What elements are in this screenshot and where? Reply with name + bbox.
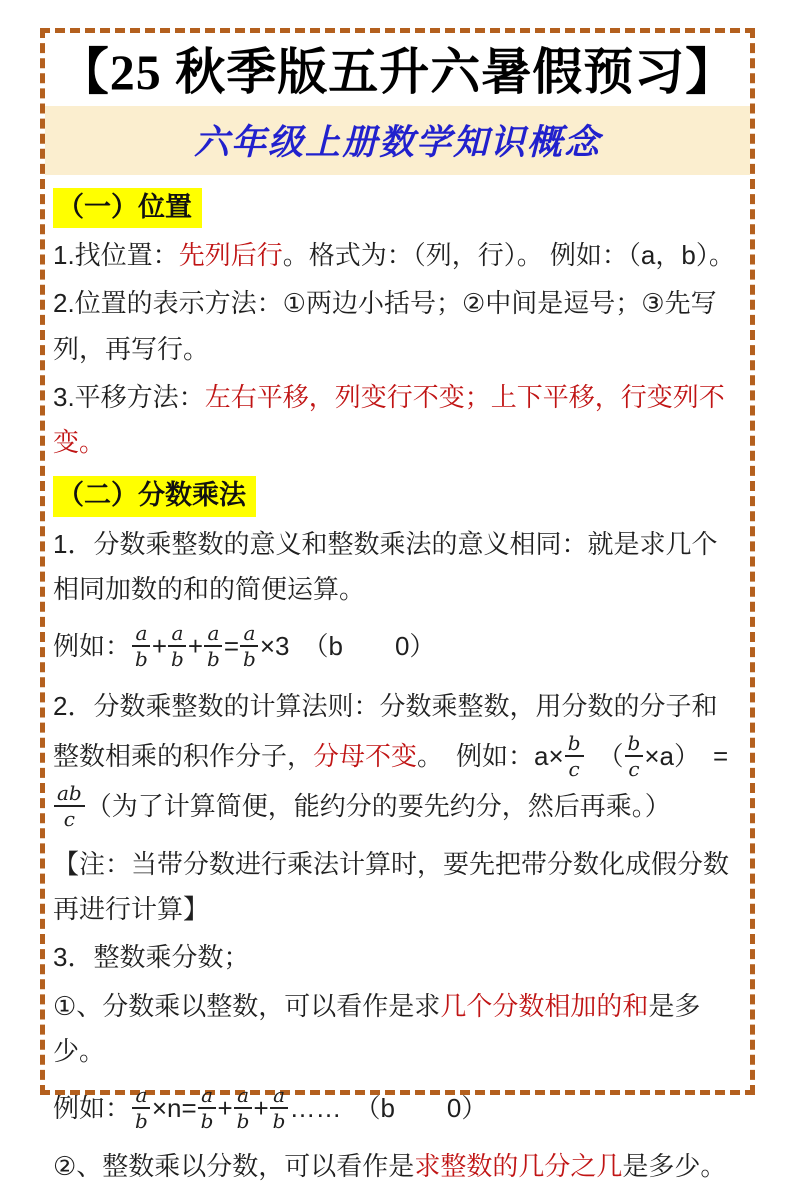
page-subtitle: 六年级上册数学知识概念 <box>193 123 601 162</box>
denominator: c <box>568 756 580 781</box>
text-segment: 【注：当带分数进行乘法计算时，要先把带分数化成假分数再进行计算】 <box>53 848 730 925</box>
numerator: a <box>270 1084 288 1109</box>
numerator: a <box>132 1084 150 1109</box>
page-title: 【25 秋季版五升六暑假预习】 <box>58 44 737 100</box>
numerator: ab <box>54 782 85 807</box>
numerator: a <box>234 1084 252 1109</box>
times-operand: ×3 <box>259 631 290 662</box>
text-segment: ①、分数乘以整数，可以看作是求 <box>53 990 441 1021</box>
fraction-a-over-b <box>132 622 151 670</box>
denominator: c <box>628 756 640 781</box>
fraction-b-over-c <box>565 732 584 780</box>
item-fraction-times-integer <box>53 984 742 1074</box>
numerator: a <box>240 622 258 647</box>
red-text: 几个分数相加的和 <box>440 990 649 1021</box>
red-text: 求整数的几分之几 <box>414 1151 623 1182</box>
text-segment: 例如： <box>53 631 132 662</box>
text-segment: ②、整数乘以分数，可以看作是 <box>53 1151 415 1182</box>
red-text: 分母不变 <box>313 740 418 771</box>
numerator: a <box>198 1084 216 1109</box>
rule-fraction-times-integer-calculation <box>53 682 742 832</box>
fraction-a-over-b <box>204 622 223 670</box>
text-segment: 2.位置的表示方法：①两边小括号；②中间是逗号；③先写列，再写行。 <box>53 288 717 364</box>
document-body <box>51 175 744 1189</box>
example-equation-2 <box>53 1084 742 1134</box>
fraction-a-over-b <box>270 1084 289 1132</box>
text-segment: 3．整数乘分数； <box>53 942 250 973</box>
item-translation-method <box>53 375 742 465</box>
fraction-a-over-b <box>168 622 187 670</box>
denominator: b <box>207 647 220 672</box>
subtitle-band <box>45 106 750 175</box>
text-segment: （为了计算简便，能约分的要先约分，然后再乘。） <box>85 790 671 821</box>
item-position-notation <box>53 281 742 371</box>
section-heading-fraction-multiplication <box>53 473 742 518</box>
denominator: b <box>135 647 148 672</box>
text-segment: （ <box>584 740 624 771</box>
text-segment: 2．分数乘整数的计算法则：分数乘整数，用分数的分子和整数相乘的积作分子， <box>53 691 718 771</box>
rule-integer-times-fraction <box>53 935 742 980</box>
text-segment: ×a） = <box>644 740 729 771</box>
plus-operator: + <box>217 1093 233 1124</box>
text-segment: 1.找位置： <box>53 240 179 271</box>
ellipsis: …… <box>289 1093 342 1124</box>
denominator: b <box>243 647 256 672</box>
denominator: b <box>200 1109 214 1134</box>
fraction-ab-over-c <box>54 782 85 830</box>
dashed-border-frame <box>40 28 755 1182</box>
section-heading-label: （二）分数乘法 <box>53 476 256 516</box>
numerator: b <box>565 732 584 757</box>
denominator: b <box>272 1109 286 1134</box>
section-heading-label: （一）位置 <box>53 188 202 228</box>
plus-operator: + <box>151 631 168 662</box>
numerator: a <box>204 622 222 647</box>
item-integer-times-fraction <box>53 1144 742 1189</box>
text-segment: 3.平移方法： <box>53 381 205 412</box>
item-find-position <box>53 233 742 278</box>
fraction-a-over-b <box>240 622 259 670</box>
condition-text: （b 0） <box>341 1093 488 1124</box>
times-n-equals: ×n= <box>151 1093 197 1124</box>
text-segment: 。格式为：（列，行）。 例如：（a，b）。 <box>282 240 735 271</box>
denominator: b <box>236 1109 250 1134</box>
numerator: b <box>625 732 644 757</box>
fraction-a-over-b <box>198 1084 217 1132</box>
fraction-b-over-c <box>625 732 644 780</box>
plus-operator: + <box>253 1093 269 1124</box>
red-text: 先列后行 <box>178 240 283 271</box>
text-segment: 。 例如：a× <box>417 740 564 771</box>
text-segment: 例如： <box>53 1093 132 1124</box>
note-mixed-number <box>53 842 742 932</box>
section-heading-position <box>53 185 742 230</box>
equals-operator: = <box>223 631 240 662</box>
fraction-a-over-b <box>234 1084 253 1132</box>
text-segment: 1．分数乘整数的意义和整数乘法的意义相同：就是求几个相同加数的和的简便运算。 <box>53 528 718 604</box>
red-text: 左右平移，列变行不变；上下平移，行变列不变。 <box>53 381 725 458</box>
denominator: b <box>171 647 184 672</box>
example-equation-1 <box>53 622 742 672</box>
rule-fraction-times-integer-meaning <box>53 522 742 612</box>
denominator: c <box>63 806 75 831</box>
text-segment: 是多少。 <box>622 1151 727 1182</box>
denominator: b <box>135 1109 148 1134</box>
numerator: a <box>168 622 186 647</box>
plus-operator: + <box>187 631 204 662</box>
condition-text: （b 0） <box>289 631 436 662</box>
numerator: a <box>132 622 150 647</box>
text-segment: 是多少。 <box>53 990 701 1066</box>
fraction-a-over-b <box>132 1084 151 1132</box>
